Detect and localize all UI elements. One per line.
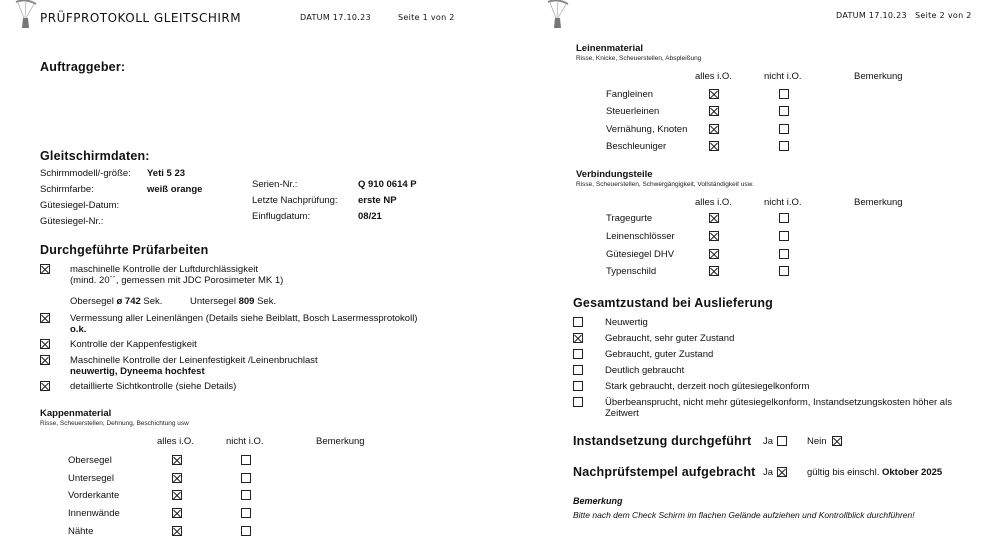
air-permeability-checkbox[interactable] [40, 264, 50, 274]
line-length-text: Vermessung aller Leinenlängen (Details siehe Beiblatt, Bosch Lasermessprotokoll) [70, 313, 418, 324]
work-heading: Durchgeführte Prüfarbeiten [40, 243, 209, 257]
condition-option-label: Überbeansprucht, nicht mehr gütesiegelkonform, Instandsetzungskosten höher als [605, 397, 952, 408]
line-material-heading: Leinenmaterial [576, 43, 644, 54]
glider-data-heading: Gleitschirmdaten: [40, 149, 150, 163]
line-strength-result: neuwertig, Dyneema hochfest [70, 366, 205, 377]
repair-no-label: Nein [807, 436, 827, 447]
document-title: PRÜFPROTOKOLL GLEITSCHIRM [40, 11, 242, 25]
connector-row-label: Gütesiegel DHV [606, 249, 675, 260]
visual-check-checkbox[interactable] [40, 381, 50, 391]
canopy-strength-text: Kontrolle der Kappenfestigkeit [70, 339, 197, 350]
line-row-ok-checkbox[interactable] [709, 106, 719, 116]
canopy-row-label: Untersegel [68, 473, 114, 484]
air-permeability-text: maschinelle Kontrolle der Luftdurchlässigkeit [70, 264, 258, 275]
visual-check-text: detaillierte Sichtkontrolle (siehe Details) [70, 381, 237, 392]
line-row-label: Vernähung, Knoten [606, 124, 688, 135]
seal-number-label: Gütesiegel-Nr.: [40, 216, 104, 227]
protocol-page-2 [510, 0, 1000, 547]
condition-heavily-worn-checkbox[interactable] [573, 381, 583, 391]
condition-overstressed-checkbox[interactable] [573, 397, 583, 407]
remark-text: Bitte nach dem Check Schirm im flachen Gelände aufziehen und Kontrollblick durchführen! [573, 510, 915, 520]
canopy-row-not-ok-checkbox[interactable] [241, 490, 251, 500]
line-length-result: o.k. [70, 324, 87, 335]
canopy-row-not-ok-checkbox[interactable] [241, 526, 251, 536]
connector-row-ok-checkbox[interactable] [709, 213, 719, 223]
first-flight-label: Einflugdatum: [252, 211, 311, 222]
connector-row-not-ok-checkbox[interactable] [779, 249, 789, 259]
last-check-value: erste NP [358, 195, 397, 206]
connector-col-ok: alles i.O. [695, 197, 732, 208]
repair-label: Instandsetzung durchgeführt [573, 434, 752, 448]
connector-row-label: Tragegurte [606, 213, 653, 224]
stamp-label: Nachprüfstempel aufgebracht [573, 465, 756, 479]
air-permeability-note: (mind. 20´´, gemessen mit JDC Porosimeter MK 1) [70, 275, 284, 286]
canopy-row-not-ok-checkbox[interactable] [241, 508, 251, 518]
line-col-ok: alles i.O. [695, 71, 732, 82]
header-date: DATUM 17.10.23 [836, 11, 907, 20]
condition-very-good-checkbox[interactable] [573, 333, 583, 343]
condition-new-checkbox[interactable] [573, 317, 583, 327]
canopy-row-ok-checkbox[interactable] [172, 490, 182, 500]
serial-label: Serien-Nr.: [252, 179, 298, 190]
canopy-row-not-ok-checkbox[interactable] [241, 455, 251, 465]
condition-option-label-continued: Zeitwert [605, 408, 639, 419]
canopy-row-label: Vorderkante [68, 490, 120, 501]
line-row-not-ok-checkbox[interactable] [779, 124, 789, 134]
header-date: DATUM 17.10.23 [300, 13, 371, 22]
untersegel-result: Untersegel 809 Sek. [190, 296, 277, 307]
canopy-row-label: Innenwände [68, 508, 120, 519]
header-page-number: Seite 1 von 2 [398, 13, 455, 22]
connector-row-not-ok-checkbox[interactable] [779, 213, 789, 223]
connector-row-ok-checkbox[interactable] [709, 231, 719, 241]
obersegel-result: Obersegel ø 742 Sek. [70, 296, 163, 307]
canopy-strength-checkbox[interactable] [40, 339, 50, 349]
color-value: weiß orange [147, 184, 203, 195]
condition-good-checkbox[interactable] [573, 349, 583, 359]
line-row-label: Beschleuniger [606, 141, 667, 152]
canopy-material-heading: Kappenmaterial [40, 408, 112, 419]
connector-row-label: Typenschild [606, 266, 657, 277]
canopy-row-ok-checkbox[interactable] [172, 455, 182, 465]
paraglider-logo-icon [546, 0, 570, 30]
model-label: Schirmmodell/-größe: [40, 168, 131, 179]
condition-option-label: Gebraucht, guter Zustand [605, 349, 714, 360]
model-value: Yeti 5 23 [147, 168, 186, 179]
canopy-row-ok-checkbox[interactable] [172, 526, 182, 536]
condition-option-label: Deutlich gebraucht [605, 365, 685, 376]
overall-condition-heading: Gesamtzustand bei Auslieferung [573, 296, 774, 310]
stamp-yes-checkbox[interactable] [777, 467, 787, 477]
connector-row-ok-checkbox[interactable] [709, 249, 719, 259]
repair-yes-label: Ja [763, 436, 774, 447]
line-row-ok-checkbox[interactable] [709, 89, 719, 99]
canopy-col-ok: alles i.O. [157, 436, 194, 447]
condition-option-label: Gebraucht, sehr guter Zustand [605, 333, 735, 344]
condition-option-label: Stark gebraucht, derzeit noch gütesiegelkonform [605, 381, 810, 392]
line-row-not-ok-checkbox[interactable] [779, 141, 789, 151]
serial-value: Q 910 0614 P [358, 179, 417, 190]
canopy-row-ok-checkbox[interactable] [172, 508, 182, 518]
remark-heading: Bemerkung [573, 496, 623, 506]
connector-heading: Verbindungsteile [576, 169, 653, 180]
line-row-not-ok-checkbox[interactable] [779, 89, 789, 99]
connector-row-ok-checkbox[interactable] [709, 266, 719, 276]
connector-row-label: Leinenschlösser [606, 231, 675, 242]
line-row-label: Fangleinen [606, 89, 654, 100]
paraglider-logo-icon [14, 0, 38, 30]
line-row-ok-checkbox[interactable] [709, 124, 719, 134]
stamp-valid-until: gültig bis einschl. Oktober 2025 [807, 467, 943, 478]
line-row-not-ok-checkbox[interactable] [779, 106, 789, 116]
canopy-row-ok-checkbox[interactable] [172, 473, 182, 483]
line-row-ok-checkbox[interactable] [709, 141, 719, 151]
connector-col-not-ok: nicht i.O. [764, 197, 802, 208]
canopy-col-note: Bemerkung [316, 436, 365, 447]
stamp-yes-label: Ja [763, 467, 774, 478]
client-heading: Auftraggeber: [40, 60, 126, 74]
connector-row-not-ok-checkbox[interactable] [779, 231, 789, 241]
first-flight-value: 08/21 [358, 211, 382, 222]
header-page-number: Seite 2 von 2 [915, 11, 972, 20]
color-label: Schirmfarbe: [40, 184, 94, 195]
last-check-label: Letzte Nachprüfung: [252, 195, 338, 206]
canopy-row-not-ok-checkbox[interactable] [241, 473, 251, 483]
line-col-note: Bemerkung [854, 71, 903, 82]
protocol-page-1 [0, 0, 490, 547]
line-strength-checkbox[interactable] [40, 355, 50, 365]
condition-worn-checkbox[interactable] [573, 365, 583, 375]
canopy-row-label: Nähte [68, 526, 94, 537]
connector-subtitle: Risse, Scheuerstellen, Schwergängigkeit, Vollständigkeit usw. [576, 181, 754, 188]
line-col-not-ok: nicht i.O. [764, 71, 802, 82]
line-length-checkbox[interactable] [40, 313, 50, 323]
connector-col-note: Bemerkung [854, 197, 903, 208]
line-row-label: Steuerleinen [606, 106, 660, 117]
canopy-material-subtitle: Risse, Scheuerstellen, Dehnung, Beschichtung usw [40, 420, 189, 427]
seal-date-label: Gütesiegel-Datum: [40, 200, 120, 211]
condition-option-label: Neuwertig [605, 317, 648, 328]
connector-row-not-ok-checkbox[interactable] [779, 266, 789, 276]
canopy-col-not-ok: nicht i.O. [226, 436, 264, 447]
repair-yes-checkbox[interactable] [777, 436, 787, 446]
canopy-row-label: Obersegel [68, 455, 112, 466]
line-material-subtitle: Risse, Knicke, Scheuerstellen, Abspleißung [576, 55, 702, 62]
line-strength-text: Maschinelle Kontrolle der Leinenfestigkeit /Leinenbruchlast [70, 355, 318, 366]
repair-no-checkbox[interactable] [832, 436, 842, 446]
